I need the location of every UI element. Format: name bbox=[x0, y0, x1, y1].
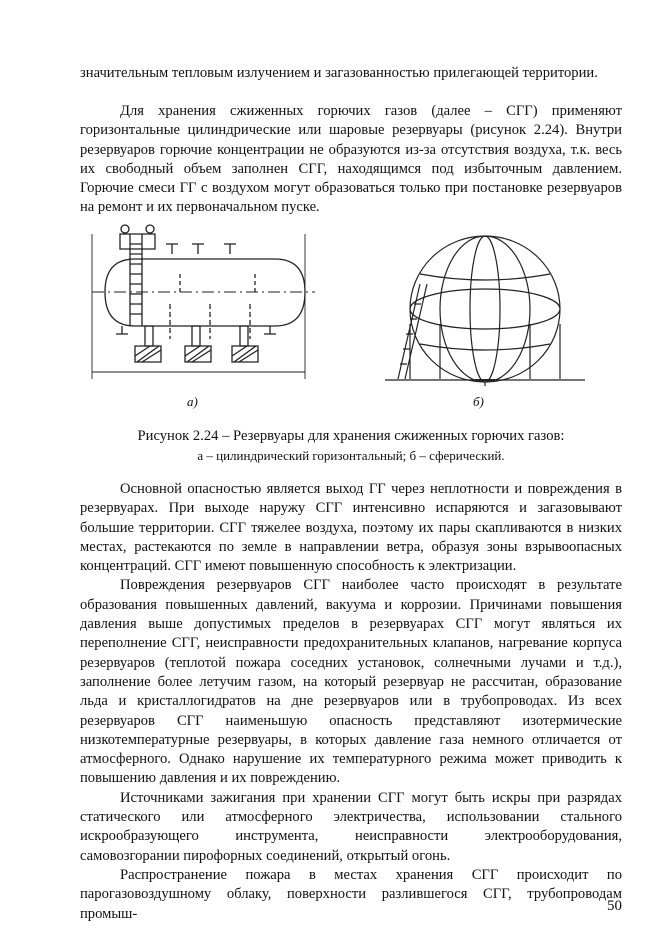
paragraph-continuation bbox=[80, 64, 622, 83]
paragraph: Повреждения резервуаров СГГ наиболее часто происходят в результате образования повышенных давлений, вакуума и коррозии. Причинами повышения давления выше допустимых пределов в резервуарах СГГ могут являться их переполнение СГГ, неисправности предохранительных клапанов, нагревание корпуса резервуаров (теплотой пожара соседних установок, солнечными лучами и т.д.), заполнение более летучим газом, на который резервуар не рассчитан, образование льда и кристаллогидратов на дне резервуаров или в трубопроводах. Из всех резервуаров СГГ наименьшую опасность представляют изотермические низкотемпературные резервуары, в которых давление газа немного отличается от атмосферного. Однако нарушение их температурного режима может приводить к повышению давления и их повреждению. bbox=[80, 577, 622, 787]
paragraph-storage bbox=[80, 102, 622, 218]
tank-illustrations bbox=[80, 214, 622, 414]
figure-caption bbox=[80, 427, 622, 465]
paragraph: Для хранения сжиженных горючих газов (далее – СГГ) применяют горизонтальные цилиндрические или шаровые резервуары (рисунок 2.24). Внутри резервуаров горючие концентрации не образуются из-за отсутствия воздуха, т.к. весь их свободный объем заполнен СГГ, находящимся под избыточным давлением. Горючие смеси ГГ с воздухом могут образоваться только при постановке резервуаров на ремонт и их первоначальном пуске. bbox=[80, 103, 622, 216]
paragraph: значительным тепловым излучением и загазованностью прилегающей территории. bbox=[80, 65, 598, 81]
page-number: 50 bbox=[607, 898, 622, 914]
caption-subtitle: а – цилиндрический горизонтальный; б – сферический. bbox=[197, 448, 505, 463]
caption-title: Рисунок 2.24 – Резервуары для хранения сжиженных горючих газов: bbox=[137, 428, 565, 444]
paragraph: Распространение пожара в местах хранения СГГ происходит по парогазовоздушному облаку, поверхности разлившегося СГГ, трубопроводам промыш- bbox=[80, 866, 622, 922]
horizontal-tank-drawing bbox=[87, 225, 315, 386]
body-text bbox=[80, 480, 622, 924]
figure-label-b: б) bbox=[473, 394, 484, 409]
figure-2-24 bbox=[80, 214, 622, 414]
spherical-tank-drawing bbox=[385, 236, 585, 386]
figure-label-a: а) bbox=[187, 394, 198, 409]
paragraph: Основной опасностью является выход ГГ через неплотности и повреждения в резервуарах. При выходе наружу СГГ интенсивно испаряются и загазовывают большие территории. СГГ тяжелее воздуха, поэтому их пары скапливаются в низких местах, растекаются по земле в направлении ветра, образуя зоны взрывоопасных концентраций. СГГ имеют повышенную способность к электризации. bbox=[80, 481, 622, 575]
paragraph: Источниками зажигания при хранении СГГ могут быть искры при разрядах статического или атмосферного электричества, использовании стального искрообразующего инструмента, неисправности электрооборудования, самовозгорании пирофорных соединений, открытый огонь. bbox=[80, 789, 622, 864]
